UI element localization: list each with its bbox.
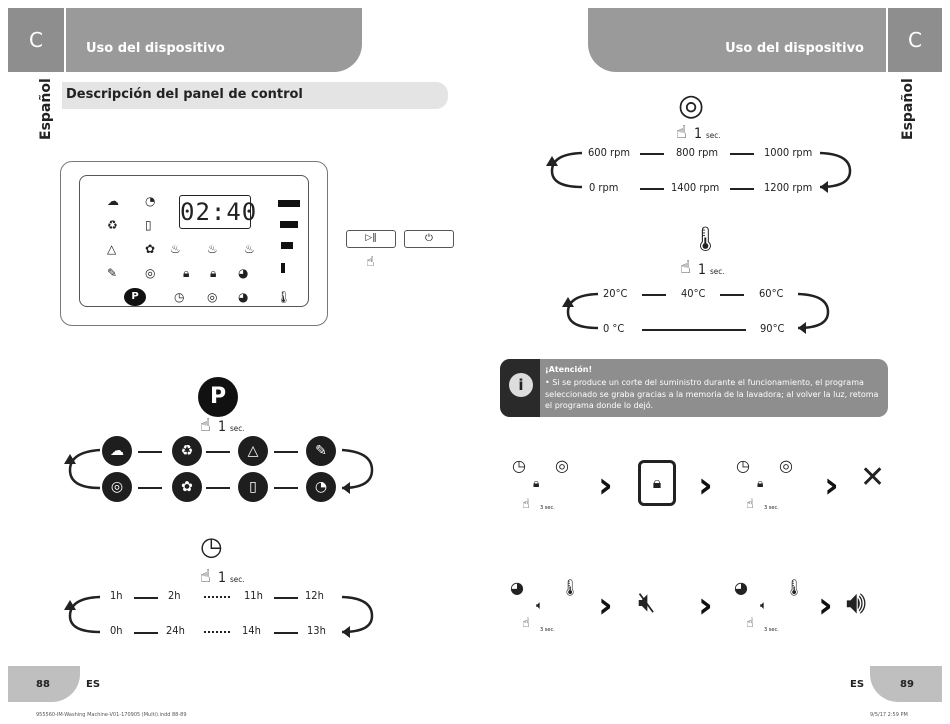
hand-icon: ☝ [200,415,211,436]
hand-icon: ☝ [680,257,691,278]
sound-off-icon: 🔇︎ [638,585,656,618]
spin-button-icon: ◎ [555,456,569,475]
extra-button-icon: ◕ [510,578,524,597]
level-bar-3 [281,242,293,249]
timer-value: 2h [168,589,181,602]
spin-value: 1400 rpm [671,181,720,194]
hand-icon: ☝ [522,616,530,631]
spin-icon: ◎ [678,88,705,123]
delay-button-icon: ◷ [736,456,750,475]
timer-value: 0h [110,624,123,637]
side-label-right: Español [900,78,916,140]
cycle-arrow-right [818,144,858,198]
power-button[interactable]: ⏻ [404,230,454,248]
connector [134,632,158,634]
spin-button-icon[interactable]: ◎ [207,290,218,304]
temp-hold-time: 1 sec. [698,262,725,278]
program-hold-time: 1 sec. [218,419,245,435]
header-right [588,8,886,72]
connector [730,153,754,155]
connector [640,153,664,155]
delay-button-icon: ◷ [512,456,526,475]
mix-program-icon: ✿ [172,472,202,502]
next-arrow-icon: › [698,585,713,626]
quick-program-icon: ◔ [306,472,336,502]
sound-combo-icon: 🔈︎ [760,598,768,612]
connector [138,451,162,453]
hold-time: 3 sec. [540,627,555,633]
timer-value: 1h [110,589,123,602]
header-title: Uso del dispositivo [725,41,864,56]
thermometer-icon: 🌡︎ [690,225,721,253]
hand-icon: ☝ [200,566,211,587]
program-selector-icon: P [198,377,238,417]
cycle-arrow-left [62,440,102,500]
spin-program-icon: ◎ [102,472,132,502]
connector [642,329,746,331]
chapter-tab-left: C [8,8,64,72]
attention-title: ¡Atención! [545,365,593,374]
delicate-program-icon: ✎ [306,436,336,466]
sound-combo-icon: 🔈︎ [536,598,544,612]
attention-text: • Si se produce un corte del suministro durante el funcionamiento, el programa seleccionado se graba gracias a la memoria de la lavadora; al volver la luz, retoma el programa donde lo dejó. [545,378,879,410]
connector [274,487,298,489]
connector [274,451,298,453]
connector [138,487,162,489]
connector [274,597,298,599]
key-combo-icon: 🔒︎ [533,476,540,490]
temperature-button-icon: 🌡︎ [560,578,581,597]
temperature-button-icon: 🌡︎ [784,578,805,597]
sound-on-icon: 🔊︎ [846,583,867,621]
cycle-arrow-right [340,440,380,500]
connector [134,597,158,599]
chapter-tab-right: C [888,8,942,72]
next-arrow-icon: › [598,585,613,626]
lang-left: ES [86,679,101,690]
jeans-program-icon: ▯ [238,472,268,502]
lang-right: ES [850,679,865,690]
cotton-program-icon: ☁ [102,436,132,466]
connector [274,632,298,634]
delay-button-icon[interactable]: ◷ [174,290,185,304]
temp-value: 90°C [760,322,785,335]
connector [720,294,744,296]
page-number-right: 89 [870,666,942,702]
cycle-arrow-right [340,588,380,644]
hold-time: 3 sec. [764,505,779,511]
hand-icon: ☝ [676,122,687,143]
temp-value: 0 °C [603,322,625,335]
key-combo-icon: 🔒︎ [757,476,764,490]
quick-icon[interactable]: ◔ [145,194,156,208]
synthetic-program-icon: △ [238,436,268,466]
spin-icon[interactable]: ◎ [145,266,156,280]
cycle-arrow-left [62,588,102,644]
cycle-arrow-right [796,285,836,339]
page-number-left: 88 [8,666,80,702]
header-left [66,8,362,72]
timer-value: 13h [307,624,326,637]
next-arrow-icon: › [598,465,613,506]
cycle-arrow-left [544,144,584,198]
timer-value: 24h [166,624,185,637]
next-arrow-icon: › [824,465,839,506]
eco-icon[interactable]: ♻ [107,218,118,232]
level-bar-4 [281,263,285,273]
start-pause-button[interactable]: ▷‖ [346,230,396,248]
connector-dotted [204,596,230,598]
connector [640,188,664,190]
panel-inner [79,175,309,307]
info-icon: i [509,373,533,397]
hold-time: 3 sec. [764,627,779,633]
attention-icon-bg [500,359,540,417]
mix-icon[interactable]: ✿ [145,242,156,256]
hand-icon: ☝ [746,616,754,631]
side-label-left: Español [38,78,54,140]
eco-program-icon: ♻ [172,436,202,466]
level-bar-1 [278,200,300,207]
attention-box [500,359,888,417]
connector-dotted [204,631,230,633]
jeans-icon[interactable]: ▯ [145,218,152,232]
level-bar-2 [280,221,298,228]
clock-status-icon: ◕ [238,266,249,280]
temperature-button-icon[interactable]: 🌡︎ [276,290,292,304]
temp-value: 20°C [603,287,628,300]
footer-file: 955560-IM-Washing Machine-V01-170905 (Multi).indd 88-89 [36,712,187,718]
connector [730,188,754,190]
control-panel [60,161,328,326]
next-arrow-icon: › [698,465,713,506]
section-title: Descripción del panel de control [62,82,448,109]
child-lock-on-icon: 🔒︎ [638,460,676,506]
synthetic-icon[interactable]: △ [107,242,117,256]
delay-timer-icon: ◷ [200,532,223,562]
hand-press-icon: ☝ [366,254,375,270]
prewash-icon: ♨ [207,242,218,256]
extra-button-icon: ◕ [734,578,748,597]
wash-basin-icon: ♨ [170,242,181,256]
spin-hold-time: 1 sec. [694,126,721,142]
timer-value: 11h [244,589,263,602]
spin-value: 800 rpm [676,146,719,159]
timer-value: 12h [305,589,324,602]
spin-value: 1000 rpm [764,146,813,159]
connector [206,451,230,453]
spin-value: 1200 rpm [764,181,813,194]
child-lock-off-icon: ✕ [860,460,886,495]
spin-value: 0 rpm [589,181,619,194]
rinse-icon: ♨ [244,242,255,256]
footer-date: 9/5/17 2:59 PM [870,712,908,718]
timer-value: 14h [242,624,261,637]
hand-icon: ☝ [746,497,754,512]
hand-icon: ☝ [522,497,530,512]
temp-value: 60°C [759,287,784,300]
connector [206,487,230,489]
header-title: Uso del dispositivo [86,41,225,56]
cotton-icon[interactable]: ☁ [107,194,119,208]
next-arrow-icon: › [818,585,833,626]
program-knob-icon[interactable]: P [124,288,146,306]
extra-button-icon[interactable]: ◕ [238,290,249,304]
temp-value: 40°C [681,287,706,300]
lock-icon: 🔒︎ [183,266,190,280]
connector [642,294,666,296]
timer-hold-time: 1 sec. [218,570,245,586]
child-lock-icon: 🔒︎ [210,266,217,280]
delicate-icon[interactable]: ✎ [107,266,118,280]
spin-button-icon: ◎ [779,456,793,475]
spin-value: 600 rpm [588,146,631,159]
hold-time: 3 sec. [540,505,555,511]
cycle-arrow-left [560,285,600,339]
time-display: 02:40 [179,195,251,229]
